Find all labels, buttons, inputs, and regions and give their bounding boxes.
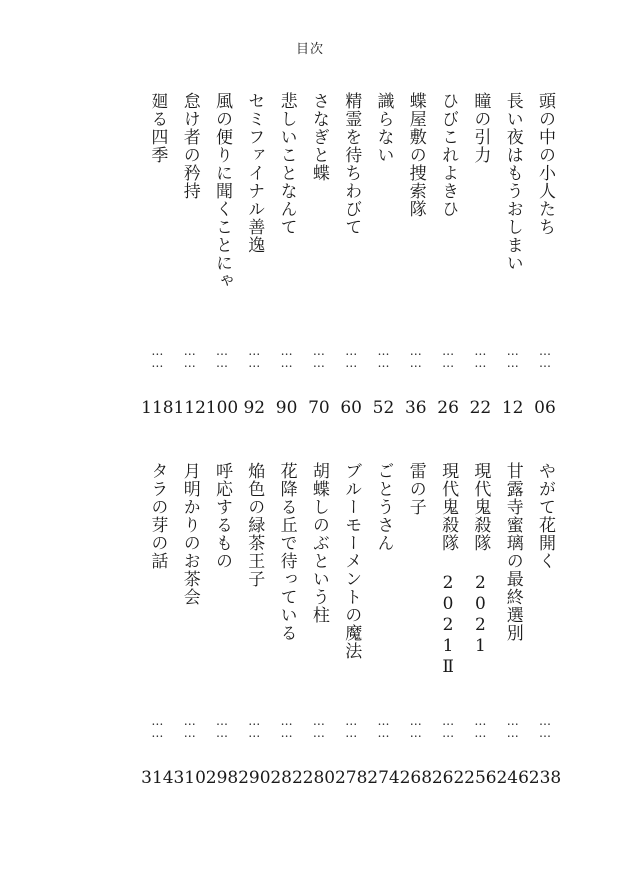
toc-entry xyxy=(238,462,270,802)
toc-entry xyxy=(206,462,238,802)
toc-leader-dots: …… xyxy=(215,344,229,368)
toc-entry-page: 92 xyxy=(243,398,266,418)
toc-entry-title: 怠け者の矜持 xyxy=(179,92,200,200)
toc-entry-title: 悲しいことなんて xyxy=(276,92,297,236)
toc-entry-page: 290 xyxy=(238,768,271,788)
toc-leader-dots: …… xyxy=(441,344,456,368)
toc-entry-page: 268 xyxy=(399,768,433,788)
toc-leader-dots: …… xyxy=(215,714,229,738)
toc-entry-page: 36 xyxy=(404,398,427,418)
toc-entry-title: 蝶屋敷の捜索隊 xyxy=(405,92,426,218)
toc-leader-dots: …… xyxy=(505,344,520,368)
toc-leader-dots: …… xyxy=(376,714,391,738)
toc-entry xyxy=(206,92,238,432)
toc-entry xyxy=(400,92,432,432)
toc-entry-title: 頭の中の小人たち xyxy=(535,92,555,236)
toc-leader-dots: …… xyxy=(150,344,165,368)
toc-bottom-block xyxy=(0,462,620,802)
toc-entry xyxy=(497,462,529,802)
toc-entry-title: ブルーモーメントの魔法 xyxy=(341,462,362,660)
toc-entry-title: 長い夜はもうおしまい xyxy=(502,92,523,272)
toc-entry-title: 胡蝶しのぶという柱 xyxy=(308,462,329,624)
toc-entry xyxy=(238,92,270,432)
toc-entry-page: 26 xyxy=(437,398,459,418)
toc-leader-dots: …… xyxy=(538,714,552,738)
toc-entry-page: 246 xyxy=(496,768,529,788)
toc-leader-dots: …… xyxy=(247,714,262,738)
toc-entry xyxy=(432,92,464,432)
toc-entry-page: 314 xyxy=(141,768,174,788)
toc-entry xyxy=(335,92,367,432)
toc-entry-title: 花降る丘で待っている xyxy=(276,462,297,642)
toc-entry-title: 現代鬼殺隊 2021Ⅱ xyxy=(438,462,459,678)
toc-leader-dots: …… xyxy=(344,714,359,738)
toc-entry-title: 焔色の緑茶王子 xyxy=(244,462,265,588)
toc-entry xyxy=(174,92,206,432)
toc-entry-page: 238 xyxy=(528,768,562,788)
toc-leader-dots: …… xyxy=(150,714,165,738)
toc-leader-dots: …… xyxy=(182,344,197,368)
toc-entry-title: ひびこれよきひ xyxy=(438,92,459,218)
toc-leader-dots: …… xyxy=(408,344,423,368)
toc-leader-dots: …… xyxy=(279,714,294,738)
toc-entry xyxy=(335,462,367,802)
toc-entry-page: 70 xyxy=(308,398,330,418)
toc-leader-dots: …… xyxy=(376,344,391,368)
toc-entry-title: 風の便りに聞くことにゃ xyxy=(212,92,232,290)
toc-entry-page: 06 xyxy=(534,398,556,418)
toc-leader-dots: …… xyxy=(311,714,326,738)
toc-entry-title: 精霊を待ちわびて xyxy=(341,92,362,236)
toc-entry-page: 118 xyxy=(141,398,174,418)
toc-leader-dots: …… xyxy=(247,344,262,368)
toc-entry-page: 256 xyxy=(464,768,497,788)
toc-leader-dots: …… xyxy=(441,714,456,738)
toc-entry-title: 甘露寺蜜璃の最終選別 xyxy=(502,462,523,642)
toc-entry xyxy=(368,462,400,802)
toc-entry-page: 12 xyxy=(501,398,524,418)
toc-entry-title: タラの芽の話 xyxy=(147,462,168,570)
toc-entry-page: 274 xyxy=(367,768,400,788)
toc-entry xyxy=(271,92,303,432)
toc-entry-title: 現代鬼殺隊 2021 xyxy=(470,462,491,657)
toc-entry-page: 22 xyxy=(469,398,492,418)
toc-entry-title: 雷の子 xyxy=(405,462,426,516)
toc-entry-page: 52 xyxy=(372,398,395,418)
toc-entry xyxy=(464,92,496,432)
toc-entry xyxy=(497,92,529,432)
toc-entry xyxy=(303,92,335,432)
toc-entry-page: 100 xyxy=(205,398,239,418)
toc-entry xyxy=(529,92,561,432)
toc-entry-title: セミファイナル善逸 xyxy=(244,92,265,254)
toc-leader-dots: …… xyxy=(473,344,488,368)
toc-entry-title: さなぎと蝶 xyxy=(308,92,329,182)
toc-leader-dots: …… xyxy=(344,344,359,368)
toc-leader-dots: …… xyxy=(182,714,197,738)
toc-entry-page: 298 xyxy=(205,768,239,788)
toc-leader-dots: …… xyxy=(473,714,488,738)
toc-entry xyxy=(400,462,432,802)
toc-entry-page: 262 xyxy=(431,768,465,788)
toc-entry-title: 月明かりのお茶会 xyxy=(179,462,200,606)
toc-entry-page: 278 xyxy=(334,768,368,788)
toc-entry xyxy=(174,462,206,802)
toc-entry-title: ごとうさん xyxy=(373,462,394,552)
toc-leader-dots: …… xyxy=(538,344,552,368)
toc-entry-title: やがて花開く xyxy=(535,462,555,570)
toc-entry-page: 112 xyxy=(173,398,206,418)
toc-entry xyxy=(529,462,561,802)
toc-entry xyxy=(432,462,464,802)
toc-leader-dots: …… xyxy=(408,714,423,738)
toc-entry xyxy=(271,462,303,802)
toc-entry-page: 282 xyxy=(270,768,303,788)
toc-leader-dots: …… xyxy=(311,344,326,368)
toc-leader-dots: …… xyxy=(505,714,520,738)
toc-entry-title: 呼応するもの xyxy=(212,462,232,570)
toc-entry-title: 廻る四季 xyxy=(147,92,168,164)
toc-entry-page: 60 xyxy=(340,398,362,418)
toc-entry-title: 瞳の引力 xyxy=(470,92,491,164)
toc-entry xyxy=(368,92,400,432)
toc-entry xyxy=(464,462,496,802)
toc-entry xyxy=(141,462,173,802)
toc-leader-dots: …… xyxy=(279,344,294,368)
toc-entry xyxy=(303,462,335,802)
page-title: 目次 xyxy=(295,42,324,57)
toc-entry-page: 280 xyxy=(302,768,336,788)
toc-entry-page: 310 xyxy=(173,768,206,788)
toc-entry xyxy=(141,92,173,432)
toc-entry-page: 90 xyxy=(275,398,298,418)
toc-top-block xyxy=(0,92,620,432)
toc-entry-title: 識らない xyxy=(373,92,394,164)
